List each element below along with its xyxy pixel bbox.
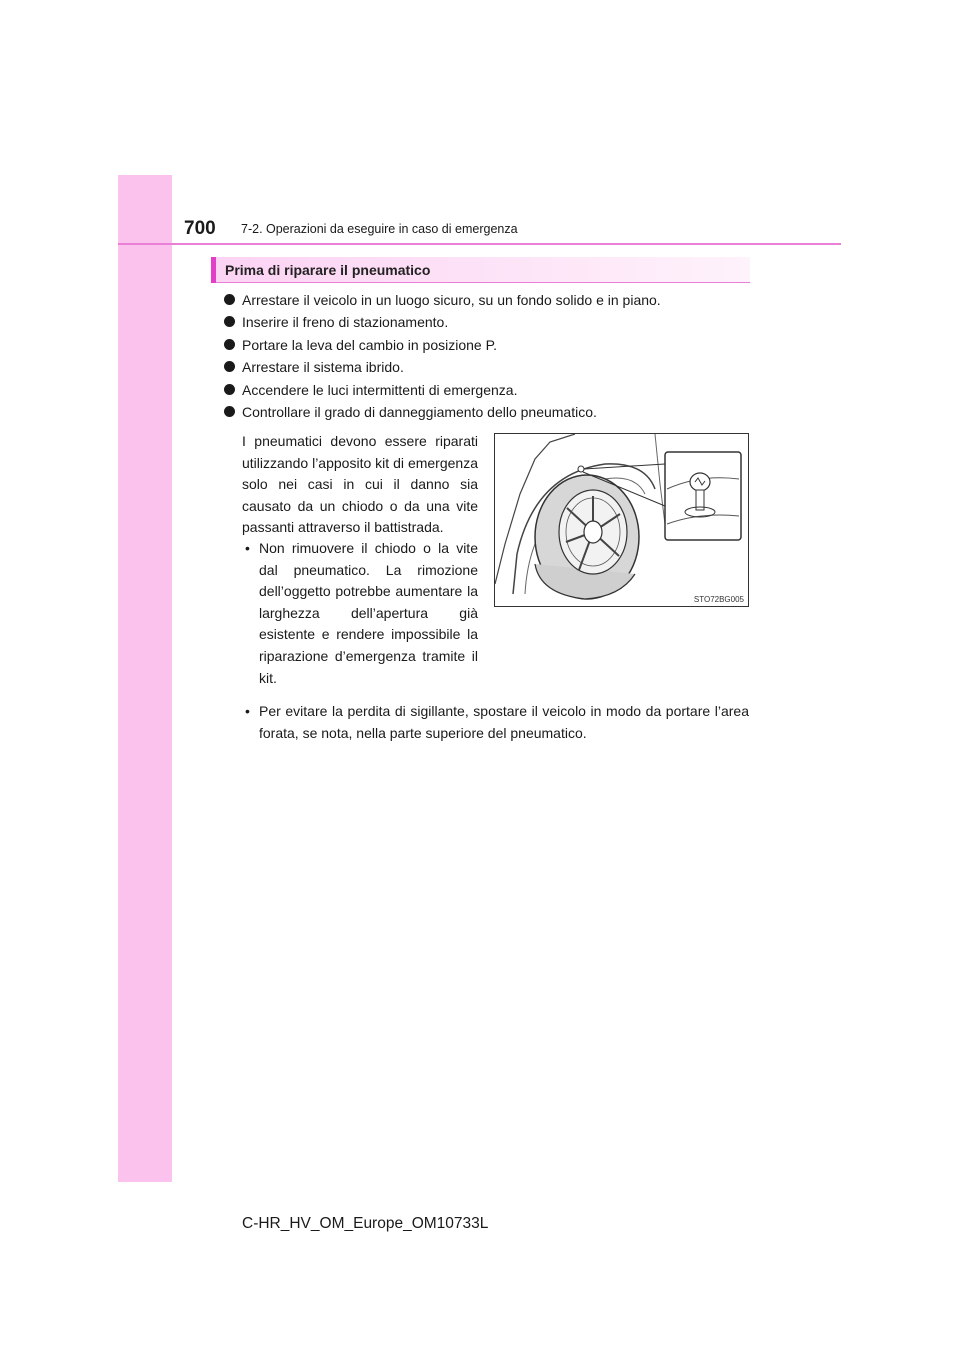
bullet-list [224,289,764,423]
sub-item [245,701,749,744]
bullet-text: Accendere le luci intermittenti di emergenza. [242,381,518,398]
page-number: 700 [184,218,216,239]
bullet-text: Arrestare il sistema ibrido. [242,359,404,376]
bullet-item [224,289,764,311]
sub-item [245,538,478,689]
bullet-item [224,356,764,378]
side-band [118,175,172,1182]
header-rule [118,243,841,245]
sub-item-text: Per evitare la perdita di sigillante, spostare il veicolo in modo da portare l’area forata, se nota, nella parte superiore del pneumatico. [259,703,749,741]
heading-bar [211,257,750,283]
sub-item-marker: • [245,540,250,556]
sub-item-text: Non rimuovere il chiodo o la vite dal pneumatico. La rimozione dell’oggetto potrebbe aumentare la larghezza dell’apertura già esistente e rendere impossibile la riparazione d’emergenza tramite il kit. [259,540,478,686]
bullet-item [224,334,764,356]
heading-accent [211,257,216,283]
tire-with-nail-icon [495,434,748,606]
section-title: 7-2. Operazioni da eseguire in caso di emergenza [241,222,518,236]
tire-illustration [494,433,749,607]
heading-label: Prima di riparare il pneumatico [225,262,431,278]
bullet-text: Inserire il freno di stazionamento. [242,314,449,331]
bullet-item [224,311,764,333]
bullet-dot-icon [224,384,235,395]
bullet-item [224,379,764,401]
bullet-text: Portare la leva del cambio in posizione P. [242,336,498,353]
bullet-dot-icon [224,294,235,305]
bullet-text: Controllare il grado di danneggiamento dello pneumatico. [242,403,597,420]
body-paragraph: I pneumatici devono essere riparati utilizzando l’apposito kit di emergenza solo nei casi in cui il danno sia causato da un chiodo o da una vite passanti attraverso il battistrada. [242,433,478,536]
bullet-dot-icon [224,406,235,417]
bullet-dot-icon [224,339,235,350]
bullet-text: Arrestare il veicolo in un luogo sicuro, su un fondo solido e in piano. [242,292,661,308]
footer-doc-id: C-HR_HV_OM_Europe_OM10733L [242,1215,489,1232]
sub-item-marker: • [245,703,250,719]
bullet-dot-icon [224,361,235,372]
bullet-dot-icon [224,316,235,327]
figure-code: STO72BG005 [693,595,744,604]
bullet-item [224,401,764,423]
